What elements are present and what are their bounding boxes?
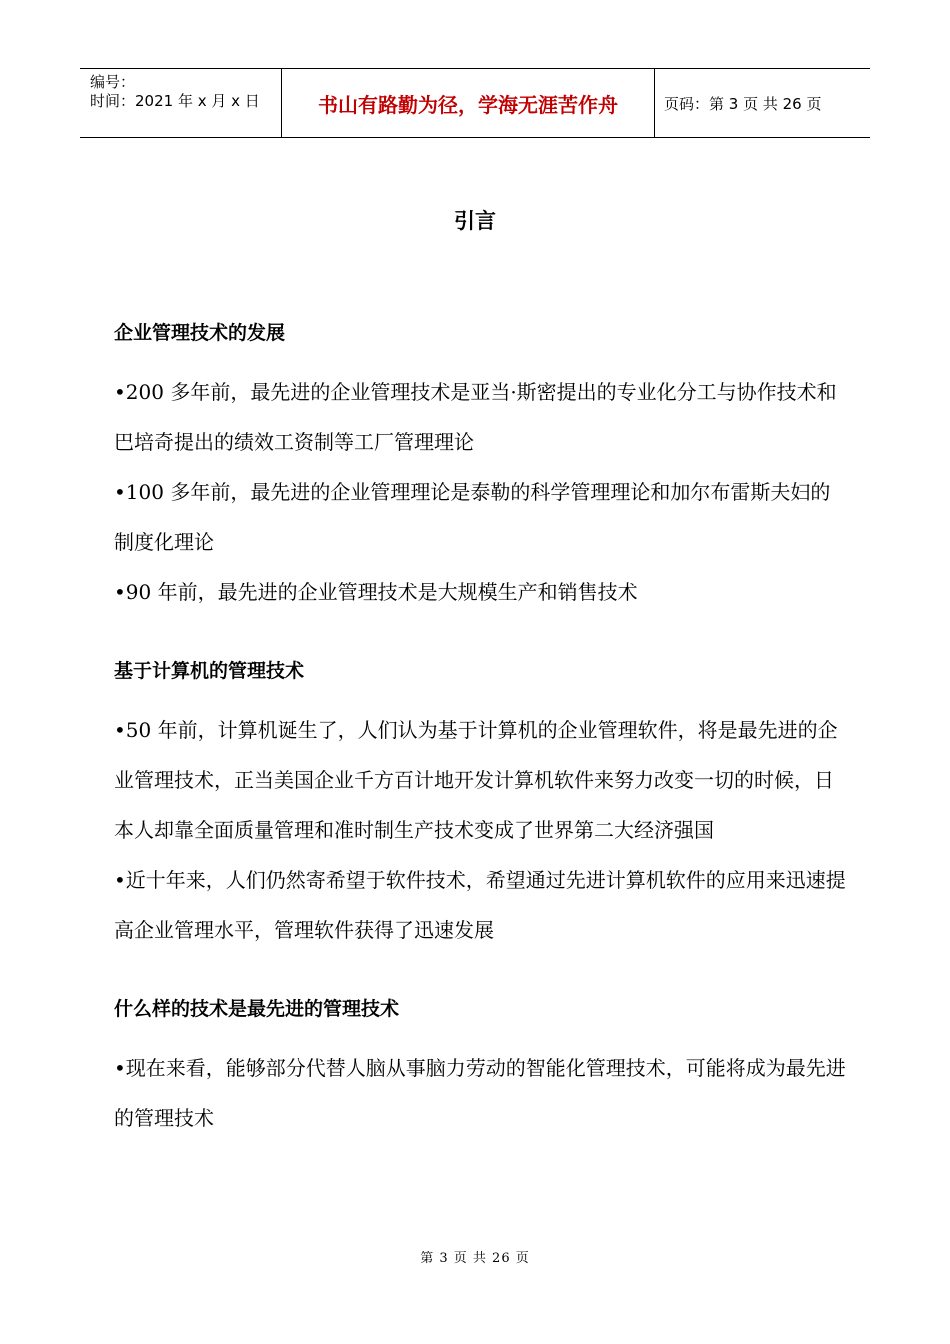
header-page-info: 页码：第 3 页 共 26 页: [664, 94, 822, 113]
paragraph: •近十年来，人们仍然寄希望于软件技术，希望通过先进计算机软件的应用来迅速提高企业管理水平，管理软件获得了迅速发展: [114, 868, 846, 942]
page-footer: 第 3 页 共 26 页: [420, 1251, 530, 1266]
paragraph: •90 年前，最先进的企业管理技术是大规模生产和销售技术: [114, 580, 638, 604]
paragraph: •50 年前，计算机诞生了，人们认为基于计算机的企业管理软件，将是最先进的企业管理技术，正当美国企业千方百计地开发计算机软件来努力改变一切的时候，日本人却靠全面质量管理和准时制生产技术变成了世界第二大经济强国: [114, 718, 838, 842]
document-date-label: 时间：2021 年 x 月 x 日: [90, 92, 260, 110]
header-meta-cell: [80, 69, 282, 137]
section: [114, 994, 850, 1143]
document-body: [114, 318, 850, 1182]
section-heading: 基于计算机的管理技术: [114, 660, 305, 682]
section-heading: 什么样的技术是最先进的管理技术: [114, 998, 400, 1020]
header-motto: 书山有路勤为径，学海无涯苦作舟: [282, 69, 655, 137]
paragraph: •100 多年前，最先进的企业管理理论是泰勒的科学管理理论和加尔布雷斯夫妇的制度化理论: [114, 480, 831, 554]
document-number-label: 编号：: [90, 73, 136, 91]
document-header: [80, 68, 870, 138]
section-heading: 企业管理技术的发展: [114, 322, 286, 344]
section: [114, 656, 850, 955]
page-title: 引言: [454, 209, 496, 233]
paragraph: •现在来看，能够部分代替人脑从事脑力劳动的智能化管理技术，可能将成为最先进的管理技术: [114, 1056, 846, 1130]
section: [114, 318, 850, 617]
paragraph: •200 多年前，最先进的企业管理技术是亚当·斯密提出的专业化分工与协作技术和巴培奇提出的绩效工资制等工厂管理理论: [114, 380, 837, 454]
